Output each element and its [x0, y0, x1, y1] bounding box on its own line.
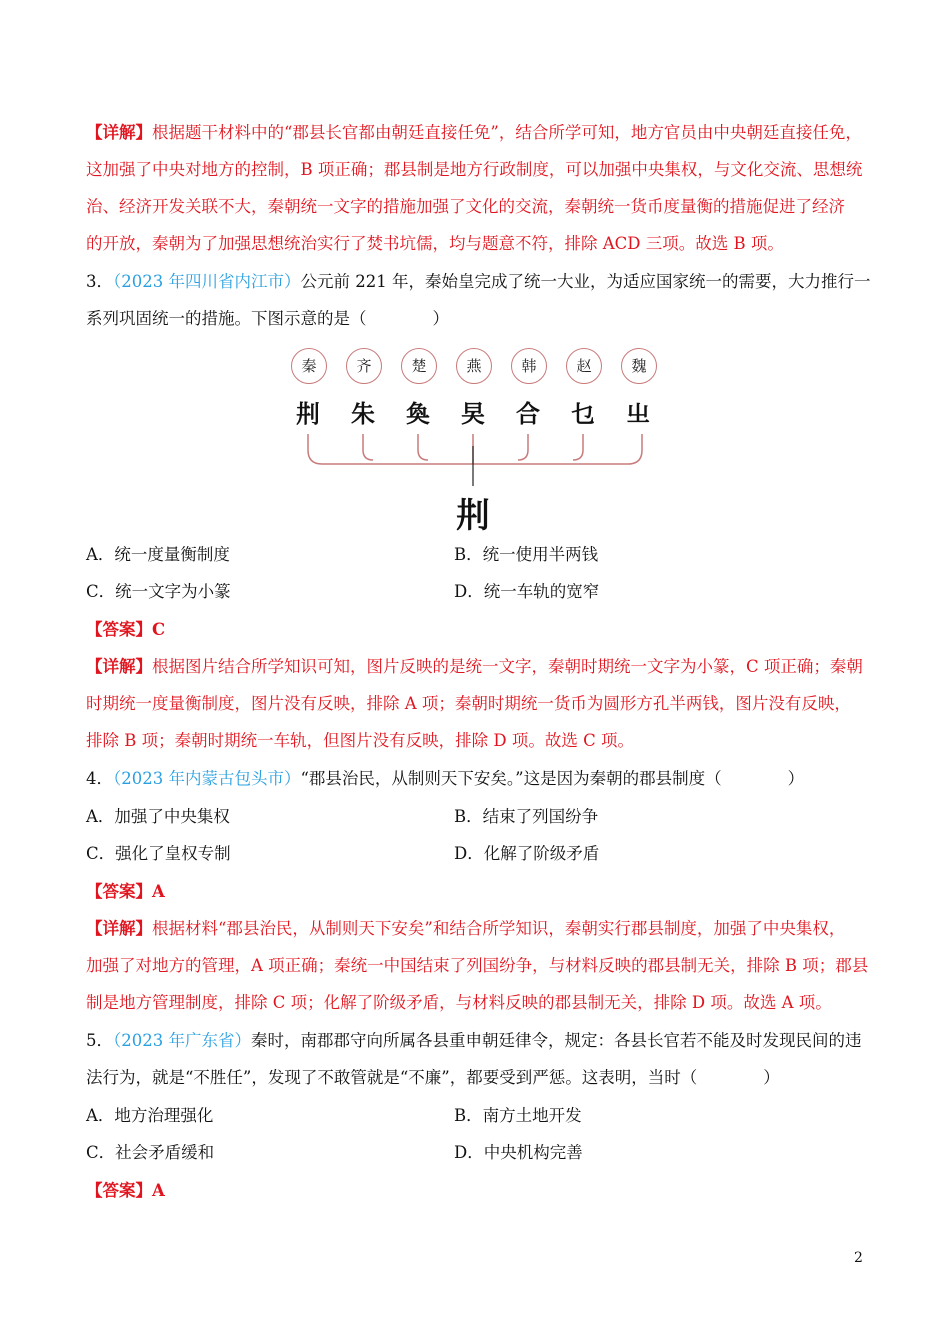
script-qi: 朱 — [351, 399, 375, 428]
q5-option-a: A．地方治理强化 — [86, 1106, 214, 1125]
q3-option-a: A．统一度量衡制度 — [86, 545, 230, 564]
q5-option-d: D．中央机构完善 — [454, 1143, 583, 1162]
q4-option-a: A．加强了中央集权 — [86, 807, 230, 826]
detail-tag: 【详解】 — [86, 123, 152, 142]
q5-answer: 【答案】A — [86, 1181, 165, 1200]
q4-option-d: D．化解了阶级矛盾 — [454, 844, 600, 863]
q3-detail-line-3: 排除 B 项；秦朝时期统一车轨，但图片没有反映，排除 D 项。故选 C 项。 — [86, 731, 634, 750]
q4-detail-line-2: 加强了对地方的管理，A 项正确；秦统一中国结束了列国纷争，与材料反映的郡县制无关，排除 B 项；郡县 — [86, 956, 869, 975]
q3-option-d: D．统一车轨的宽窄 — [454, 582, 600, 601]
script-zhao: 乜 — [571, 399, 595, 428]
q3-option-b: B．统一使用半两钱 — [454, 545, 599, 564]
q3-option-c: C．统一文字为小篆 — [86, 582, 231, 601]
script-qin: 㓝 — [296, 399, 320, 428]
state-chu: 楚 — [401, 348, 437, 384]
state-yan: 燕 — [456, 348, 492, 384]
script-wei: 㞢 — [626, 399, 650, 428]
script-han: 合 — [516, 399, 540, 428]
question-source: （2023 年内蒙古包头市） — [113, 769, 301, 788]
question-number: 3． — [86, 272, 113, 291]
q3-detail-line-1: 【详解】根据图片结合所学知识可知，图片反映的是统一文字，秦朝时期统一文字为小篆，C 项正确；秦朝 — [86, 657, 863, 676]
q3-stem-line-1: 3．（2023 年四川省内江市）公元前 221 年，秦始皇完成了统一大业，为适应国家统一的需要，大力推行一 — [86, 272, 871, 291]
state-qi: 齐 — [346, 348, 382, 384]
state-wei: 魏 — [621, 348, 657, 384]
q2-detail-line-2: 这加强了中央对地方的控制，B 项正确；郡县制是地方行政制度，可以加强中央集权，与文化交流、思想统 — [86, 160, 863, 179]
script-chu: 奐 — [406, 399, 430, 428]
q2-detail-line-1: 【详解】根据题干材料中的“郡县长官都由朝廷直接任免”，结合所学可知，地方官员由中央朝廷直接任免， — [86, 123, 862, 142]
q2-detail-line-3: 治、经济开发关联不大，秦朝统一文字的措施加强了文化的交流，秦朝统一货币度量衡的措施促进了经济 — [86, 197, 845, 216]
q4-option-c: C．强化了皇权专制 — [86, 844, 231, 863]
q5-stem-line-2: 法行为，就是“不胜任”，发现了不敢管就是“不廉”，都要受到严惩。这表明，当时（ ） — [86, 1068, 780, 1087]
question-number: 4． — [86, 769, 113, 788]
state-zhao: 赵 — [566, 348, 602, 384]
state-han: 韩 — [511, 348, 547, 384]
question-source: （2023 年四川省内江市） — [113, 272, 301, 291]
script-yan: 旲 — [461, 399, 485, 428]
q5-stem-line-1: 5．（2023 年广东省）秦时，南郡郡守向所属各县重申朝廷律令，规定：各县长官若不能及时发现民间的违 — [86, 1031, 862, 1050]
state-qin: 秦 — [291, 348, 327, 384]
q4-answer: 【答案】A — [86, 882, 165, 901]
q5-option-b: B．南方土地开发 — [454, 1106, 582, 1125]
q3-stem-line-2: 系列巩固统一的措施。下图示意的是（ ） — [86, 309, 449, 328]
q4-stem: 4．（2023 年内蒙古包头市）“郡县治民，从制则天下安矣。”这是因为秦朝的郡县制度（ ） — [86, 769, 805, 788]
unified-script: 㓝 — [456, 496, 490, 536]
q3-detail-line-2: 时期统一度量衡制度，图片没有反映，排除 A 项；秦朝时期统一货币为圆形方孔半两钱，图片没有反映， — [86, 694, 851, 713]
question-number: 5． — [86, 1031, 113, 1050]
q4-detail-line-1: 【详解】根据材料“郡县治民，从制则天下安矣”和结合所学知识，秦朝实行郡县制度，加强了中央集权， — [86, 919, 846, 938]
question-source: （2023 年广东省） — [113, 1031, 251, 1050]
detail-tag: 【详解】 — [86, 657, 152, 676]
q2-detail-line-4: 的开放，秦朝为了加强思想统治实行了焚书坑儒，均与题意不符，排除 ACD 三项。故选 B 项。 — [86, 234, 784, 253]
q5-option-c: C．社会矛盾缓和 — [86, 1143, 215, 1162]
q4-detail-line-3: 制是地方管理制度，排除 C 项；化解了阶级矛盾，与材料反映的郡县制无关，排除 D 项。故选 A 项。 — [86, 993, 832, 1012]
q4-option-b: B．结束了列国纷争 — [454, 807, 599, 826]
q3-answer: 【答案】C — [86, 620, 166, 639]
page-number: 2 — [854, 1250, 863, 1266]
detail-tag: 【详解】 — [86, 919, 152, 938]
script-unification-figure — [290, 346, 670, 536]
